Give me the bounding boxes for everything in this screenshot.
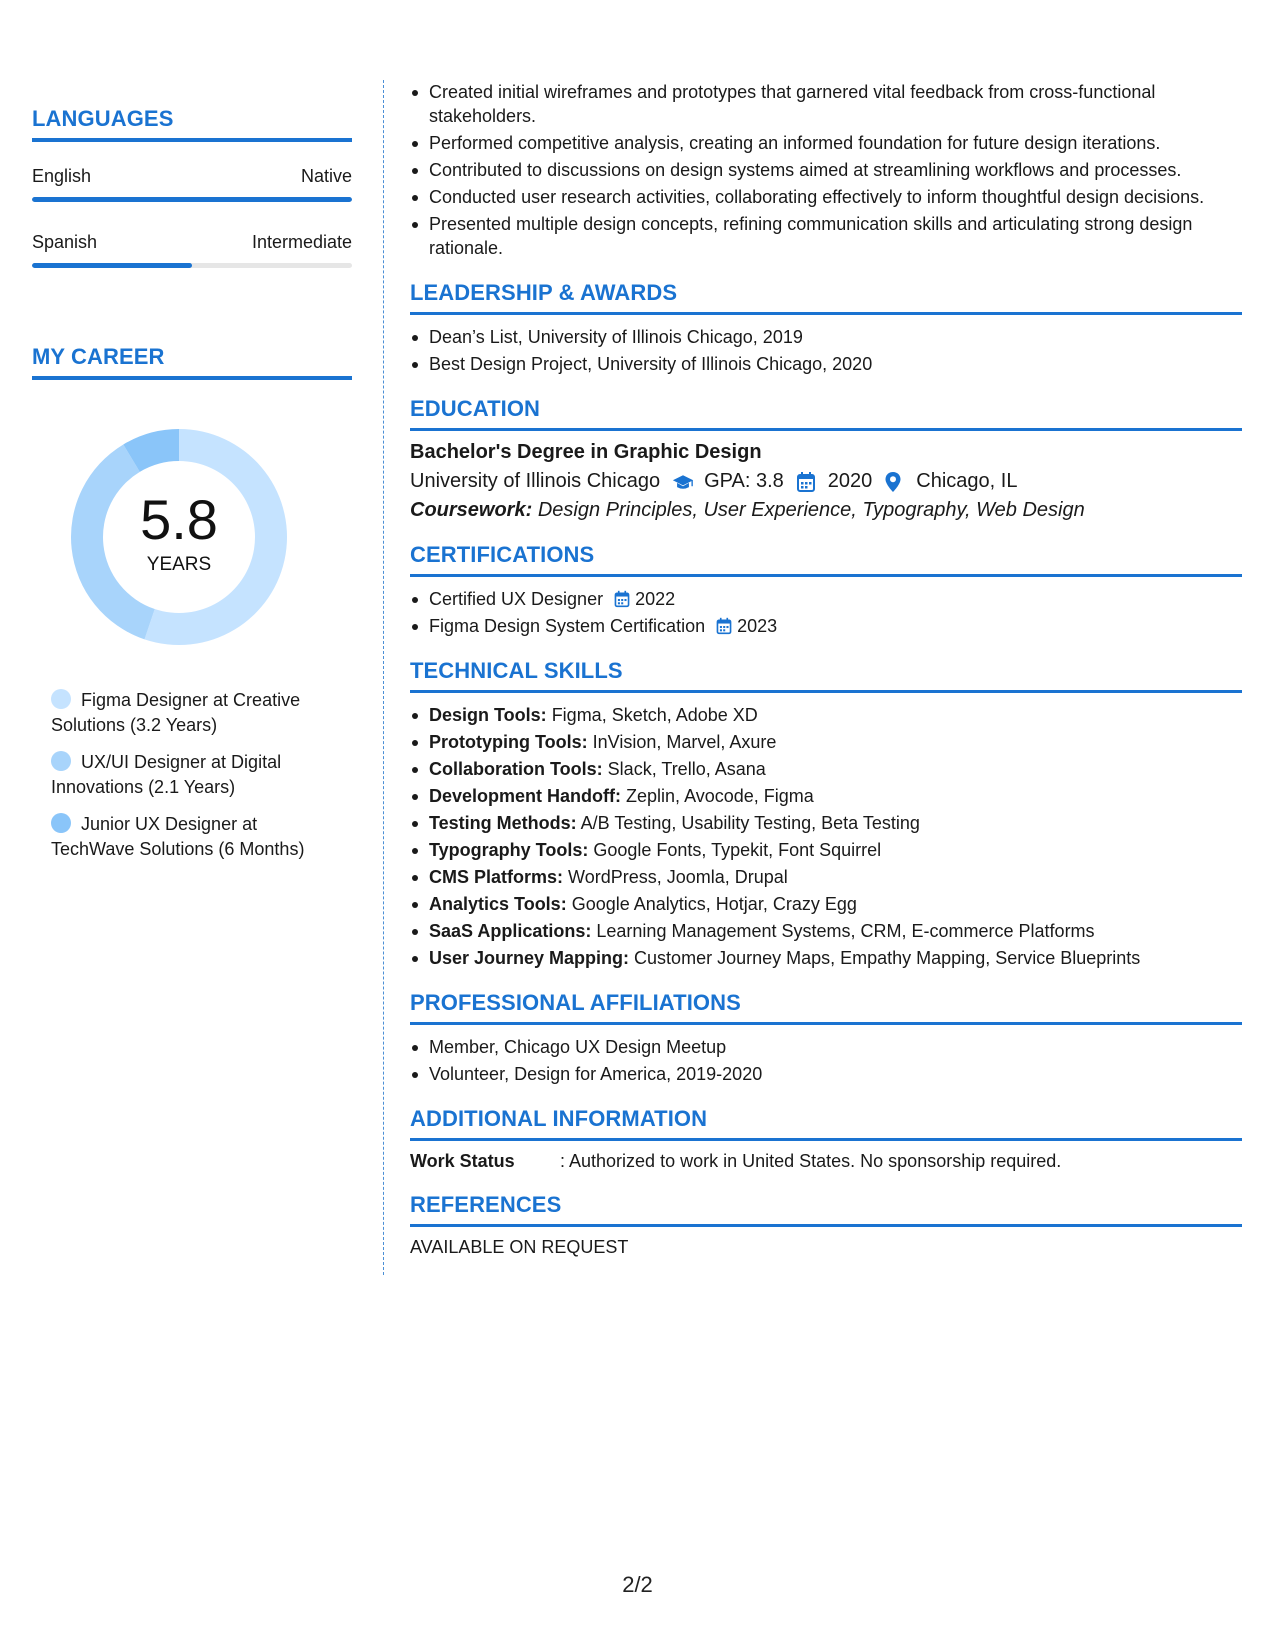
section-rule [410,1138,1242,1141]
skill-value: WordPress, Joomla, Drupal [568,867,788,887]
language-proficiency-fill [32,197,352,202]
skill-label: Development Handoff: [429,786,622,806]
work-status-value: : Authorized to work in United States. No sponsorship required. [560,1151,1062,1171]
experience-bullet: Performed competitive analysis, creating an informed foundation for future design iterations. [410,131,1242,155]
additional-section [410,1106,1242,1172]
certifications-section [410,542,1242,638]
career-legend-label: UX/UI Designer at Digital Innovations (2.1 Years) [51,752,282,797]
career-legend-label: Junior UX Designer at TechWave Solutions (6 Months) [51,814,305,859]
skill-label: Analytics Tools: [429,894,567,914]
skill-label: Testing Methods: [429,813,577,833]
section-rule [410,574,1242,577]
experience-bullet: Presented multiple design concepts, refining communication skills and articulating strong design rationale. [410,212,1242,260]
skill-item [410,865,1242,889]
affiliation-item: Volunteer, Design for America, 2019-2020 [410,1062,1242,1086]
additional-title: ADDITIONAL INFORMATION [410,1106,708,1131]
language-item [32,232,352,268]
career-legend-item [51,750,341,800]
education-section [410,396,1242,522]
legend-dot-icon [51,689,71,709]
career-section [32,344,352,862]
certification-year: 2022 [635,589,676,609]
education-degree: Bachelor's Degree in Graphic Design [410,441,762,463]
experience-bullet: Created initial wireframes and prototypes that garnered vital feedback from cross-functional stakeholders. [410,80,1242,128]
section-rule [410,1022,1242,1025]
page-number: 2/2 [622,1572,653,1597]
calendar-icon [613,590,631,608]
skill-value: Zeplin, Avocode, Figma [626,786,814,806]
education-location: Chicago, IL [916,470,1018,492]
career-total-value: 5.8 [140,488,218,551]
experience-bullets [410,80,1242,260]
skill-label: SaaS Applications: [429,921,592,941]
career-legend-item [51,688,341,738]
skill-value: Customer Journey Maps, Empathy Mapping, Service Blueprints [634,948,1141,968]
certifications-title: CERTIFICATIONS [410,542,595,567]
skill-item [410,811,1242,835]
left-column [32,106,352,874]
career-title: MY CAREER [32,344,165,369]
affiliations-list [410,1035,1242,1086]
career-legend-label: Figma Designer at Creative Solutions (3.2 Years) [51,690,301,735]
career-total-unit: YEARS [146,554,212,575]
skill-item [410,892,1242,916]
affiliations-section [410,990,1242,1086]
skill-value: Learning Management Systems, CRM, E-commerce Platforms [596,921,1095,941]
skill-value: Slack, Trello, Asana [607,759,766,779]
career-legend [32,688,352,862]
skill-label: User Journey Mapping: [429,948,630,968]
education-year: 2020 [827,470,873,492]
skills-list [410,703,1242,970]
education-details [410,470,1242,493]
language-item [32,166,352,202]
skill-value: InVision, Marvel, Axure [592,732,777,752]
legend-dot-icon [51,751,71,771]
calendar-icon [715,617,733,635]
skill-label: CMS Platforms: [429,867,564,887]
section-rule [32,138,352,142]
skill-label: Collaboration Tools: [429,759,603,779]
award-item: Best Design Project, University of Illinois Chicago, 2020 [410,352,1242,376]
leadership-list [410,325,1242,376]
affiliations-title: PROFESSIONAL AFFILIATIONS [410,990,741,1015]
skill-label: Typography Tools: [429,840,589,860]
education-title: EDUCATION [410,396,541,421]
education-coursework [410,499,1242,522]
leadership-section [410,280,1242,376]
career-donut-chart [66,424,292,650]
section-rule [410,428,1242,431]
experience-bullet: Conducted user research activities, collaborating effectively to inform thoughtful design decisions. [410,185,1242,209]
skill-value: Google Analytics, Hotjar, Crazy Egg [571,894,857,914]
skill-item [410,730,1242,754]
language-level: Intermediate [251,232,352,252]
skill-item [410,838,1242,862]
leadership-title: LEADERSHIP & AWARDS [410,280,678,305]
language-proficiency-fill [32,263,192,268]
career-legend-item [51,812,341,862]
calendar-icon [796,471,818,493]
references-title: REFERENCES [410,1192,562,1217]
language-name: English [32,166,92,186]
language-name: Spanish [32,232,98,252]
skills-section [410,658,1242,970]
skill-label: Design Tools: [429,705,547,725]
references-text: AVAILABLE ON REQUEST [410,1237,629,1257]
award-item: Dean’s List, University of Illinois Chicago, 2019 [410,325,1242,349]
coursework-label: Coursework: [410,499,533,521]
section-rule [32,376,352,380]
skill-value: Figma, Sketch, Adobe XD [551,705,758,725]
references-section [410,1192,1242,1258]
section-rule [410,1224,1242,1227]
skill-item [410,703,1242,727]
coursework-value: Design Principles, User Experience, Typography, Web Design [537,499,1085,521]
languages-list [32,166,352,268]
column-divider [383,80,384,1275]
language-proficiency-bar [32,197,352,202]
language-level: Native [300,166,352,186]
legend-dot-icon [51,813,71,833]
languages-title: LANGUAGES [32,106,174,131]
skill-label: Prototyping Tools: [429,732,588,752]
skill-item [410,784,1242,808]
language-proficiency-bar [32,263,352,268]
work-status-label: Work Status [410,1151,515,1171]
work-status-row [410,1151,1242,1172]
certification-name: Figma Design System Certification [429,616,706,636]
graduation-cap-icon [672,471,694,493]
skill-item [410,757,1242,781]
skill-value: Google Fonts, Typekit, Font Squirrel [593,840,882,860]
skills-title: TECHNICAL SKILLS [410,658,623,683]
affiliation-item: Member, Chicago UX Design Meetup [410,1035,1242,1059]
experience-bullet: Contributed to discussions on design systems aimed at streamlining workflows and processes. [410,158,1242,182]
certification-year: 2023 [737,616,778,636]
languages-section [32,106,352,268]
skill-item [410,919,1242,943]
location-pin-icon [884,471,906,493]
education-gpa: GPA: 3.8 [704,470,784,492]
right-column [410,80,1242,1258]
certification-item [410,614,1242,638]
education-school: University of Illinois Chicago [410,470,661,492]
skill-item [410,946,1242,970]
certifications-list [410,587,1242,638]
section-rule [410,690,1242,693]
section-rule [410,312,1242,315]
certification-name: Certified UX Designer [429,589,604,609]
skill-value: A/B Testing, Usability Testing, Beta Testing [580,813,920,833]
certification-item [410,587,1242,611]
